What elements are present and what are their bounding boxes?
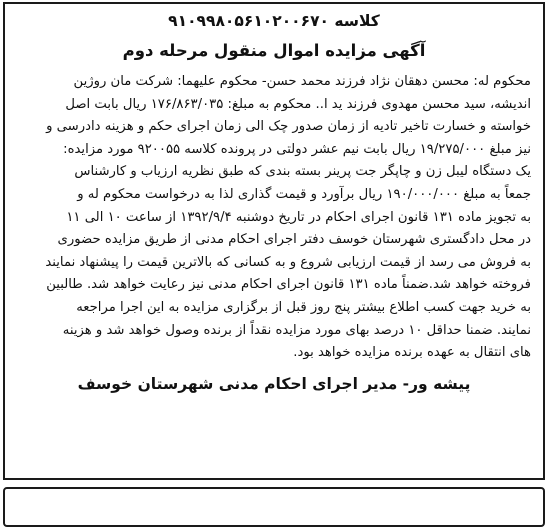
- body-line: خواسته و خسارت تاخیر تادیه از زمان صدور چک الی زمان اجرای حکم و هزینه دادرسی و: [46, 119, 531, 135]
- notice-body: [15, 71, 531, 365]
- next-notice-border: [3, 487, 545, 527]
- body-line: در محل دادگستری شهرستان خوسف دفتر اجرای احکام مدنی از طریق مزایده حضوری: [57, 232, 531, 248]
- body-line: نمایند. ضمنا حداقل ۱۰ درصد بهای مورد مزایده نقداً از برنده وصول خواهد شد و هزینه: [62, 322, 531, 338]
- body-line: به خرید جهت کسب اطلاع بیشتر پنج روز قبل از برگزاری مزایده به این اجرا مراجعه: [76, 299, 531, 315]
- body-line: جمعاً به مبلغ ۱۹۰/۰۰۰/۰۰۰ ریال برآورد و قیمت گذاری لذا به درخواست محکوم له و: [77, 186, 531, 202]
- body-line: یک دستگاه لیبل زن و چاپگر جت پرینر بسته بندی که طبق نظریه ارزیاب و کارشناس: [74, 164, 531, 180]
- body-line: فروخته خواهد شد.ضمناً ماده ۱۳۱ قانون اجرای احکام مدنی نیز رعایت خواهد شد. طالبین: [46, 277, 531, 293]
- body-line: نیز مبلغ ۱۹/۲۷۵/۰۰۰ ریال بابت نیم عشر دولتی در پرونده کلاسه ۹۲۰۰۵۵ مورد مزایده:: [63, 141, 531, 157]
- notice-title: آگهی مزایده اموال منقول مرحله دوم: [122, 41, 426, 60]
- body-line: اندیشه، سید محسن مهدوی فرزند ید ا.. محکوم به مبلغ: ۱۷۶/۸۶۳/۰۳۵ ریال بابت اصل: [65, 96, 531, 112]
- body-line: به فروش می رسد از قیمت ارزیابی شروع و به کسانی که بالاترین قیمت را پیشنهاد نمایند: [45, 254, 531, 270]
- notice-signature: پیشه ور- مدیر اجرای احکام مدنی شهرستان خوسف: [77, 374, 471, 393]
- body-line: محکوم له: محسن دهقان نژاد فرزند محمد حسن- محکوم علیهما: شرکت مان روژین: [73, 74, 531, 89]
- case-number: کلاسه ۹۱۰۹۹۸۰۵۶۱۰۲۰۰۶۷۰: [168, 12, 380, 30]
- body-line: به تجویز ماده ۱۳۱ قانون اجرای احکام در تاریخ دوشنبه ۱۳۹۲/۹/۴ از ساعت ۱۰ الی ۱۱: [66, 209, 531, 225]
- body-line: های انتقال به عهده برنده مزایده خواهد بود.: [293, 345, 531, 361]
- auction-notice: [3, 2, 545, 480]
